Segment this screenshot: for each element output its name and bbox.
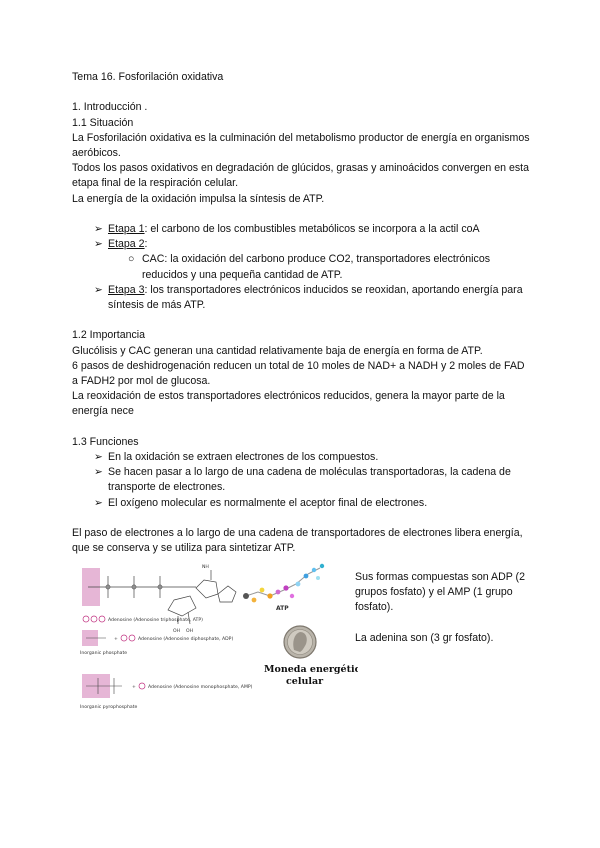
adp-row-text: Adenosine (Adenosine diphosphate, ADP) (138, 637, 234, 642)
list-item-funcion-2: ➢ Se hacen pasar a lo largo de una cadena de moléculas transportadoras, la cadena de transporte de electrones. (94, 465, 532, 495)
paragraph: La reoxidación de estos transportadores electrónicos reducidos, genera la mayor parte de la energía nece (72, 390, 505, 418)
atp-model-label: ATP (276, 605, 289, 612)
arrow-bullet-icon: ➢ (94, 238, 103, 251)
coin-icon (264, 626, 358, 687)
inorganic-phosphate-caption: Inorganic phosphate (80, 651, 128, 656)
arrow-bullet-icon: ➢ (94, 466, 103, 479)
figure-side-text (355, 570, 525, 661)
atp-figure (78, 556, 358, 721)
atp-hydrolysis-row (80, 616, 233, 656)
etapa-3-text: : los transportadores electrónicos inducidos se reoxidan, aportando energía para síntesis de más ATP. (108, 283, 523, 312)
paragraph: 6 pasos de deshidrogenación reducen un total de 10 moles de NAD+ a NADH y 2 moles de FAD a FADH2 por mol de glucosa. (72, 359, 525, 388)
list-item-etapa-3 (94, 283, 532, 313)
svg-text:OH: OH (186, 629, 194, 634)
atp-row-text: Adenosine (Adenosine triphosphate, ATP) (108, 618, 203, 623)
side-paragraph-1: Sus formas compuestas son ADP (2 grupos fosfato) y el AMP (1 grupo fosfato). (355, 571, 525, 614)
coin-label-line-1: Moneda energética (264, 664, 358, 675)
arrow-bullet-icon: ➢ (94, 451, 103, 464)
paragraph: Todos los pasos oxidativos en degradación de glúcidos, grasas y aminoácidos convergen en esta etapa final de la respiración celular. (72, 162, 529, 190)
etapa-1-text: : el carbono de los combustibles metabólicos se incorpora a la actil coA (144, 223, 480, 235)
list-item-funcion-1: ➢ En la oxidación se extraen electrones de los compuestos. (94, 450, 532, 465)
paragraph: La Fosforilación oxidativa es la culminación del metabolismo productor de energía en organismos aeróbicos. (72, 131, 530, 159)
arrow-bullet-icon: ➢ (94, 223, 103, 235)
inorganic-pyrophosphate-caption: Inorganic pyrophosphate (80, 705, 138, 710)
document-body (72, 70, 532, 556)
paragraph: La energía de la oxidación impulsa la síntesis de ATP. (72, 192, 325, 205)
atp-structure-icon (82, 564, 236, 634)
list-item-etapa-1 (94, 222, 532, 237)
section-1-3-heading: 1.3 Funciones (72, 435, 139, 448)
svg-text:+: + (132, 685, 136, 690)
etapa-1-label: Etapa 1 (108, 223, 145, 235)
side-paragraph-2: La adenina son (3 gr fosfato). (355, 631, 494, 644)
circle-bullet-icon: ○ (128, 253, 135, 266)
section-1-heading: 1. Introducción . (72, 101, 148, 114)
atp-3d-model-icon (243, 564, 324, 612)
paragraph: Glucólisis y CAC generan una cantidad relativamente baja de energía en forma de ATP. (72, 344, 483, 357)
amp-hydrolysis-row (80, 674, 253, 710)
cac-text: CAC: la oxidación del carbono produce CO2, transportadores electrónicos reducidos y una pequeña cantidad de ATP. (142, 253, 491, 281)
list-item-funcion-3: ➢ El oxígeno molecular es normalmente el aceptor final de electrones. (94, 496, 532, 511)
document-title: Tema 16. Fosforilación oxidativa (72, 71, 224, 83)
sub-list-item-cac (128, 252, 532, 282)
closing-paragraph: El paso de electrones a lo largo de una cadena de transportadores de electrones libera energía, que se conserva y se utiliza para sintetizar ATP. (72, 527, 523, 555)
arrow-bullet-icon: ➢ (94, 283, 103, 296)
list-item-etapa-2 (94, 237, 532, 252)
svg-text:+: + (114, 637, 118, 642)
section-1-2-heading: 1.2 Importancia (72, 329, 146, 342)
etapa-3-label: Etapa 3 (108, 283, 145, 296)
etapa-2-label: Etapa 2 (108, 238, 145, 251)
amp-row-text: Adenosine (Adenosine monophosphate, AMP) (148, 685, 253, 690)
svg-text:OH: OH (173, 629, 181, 634)
atp-figure-graphic (78, 556, 358, 721)
etapa-2-text: : (144, 238, 148, 251)
arrow-bullet-icon: ➢ (94, 496, 103, 509)
section-1-1-heading: 1.1 Situación (72, 116, 134, 129)
coin-label-line-2: celular (286, 676, 324, 687)
svg-text:NH: NH (202, 565, 209, 570)
